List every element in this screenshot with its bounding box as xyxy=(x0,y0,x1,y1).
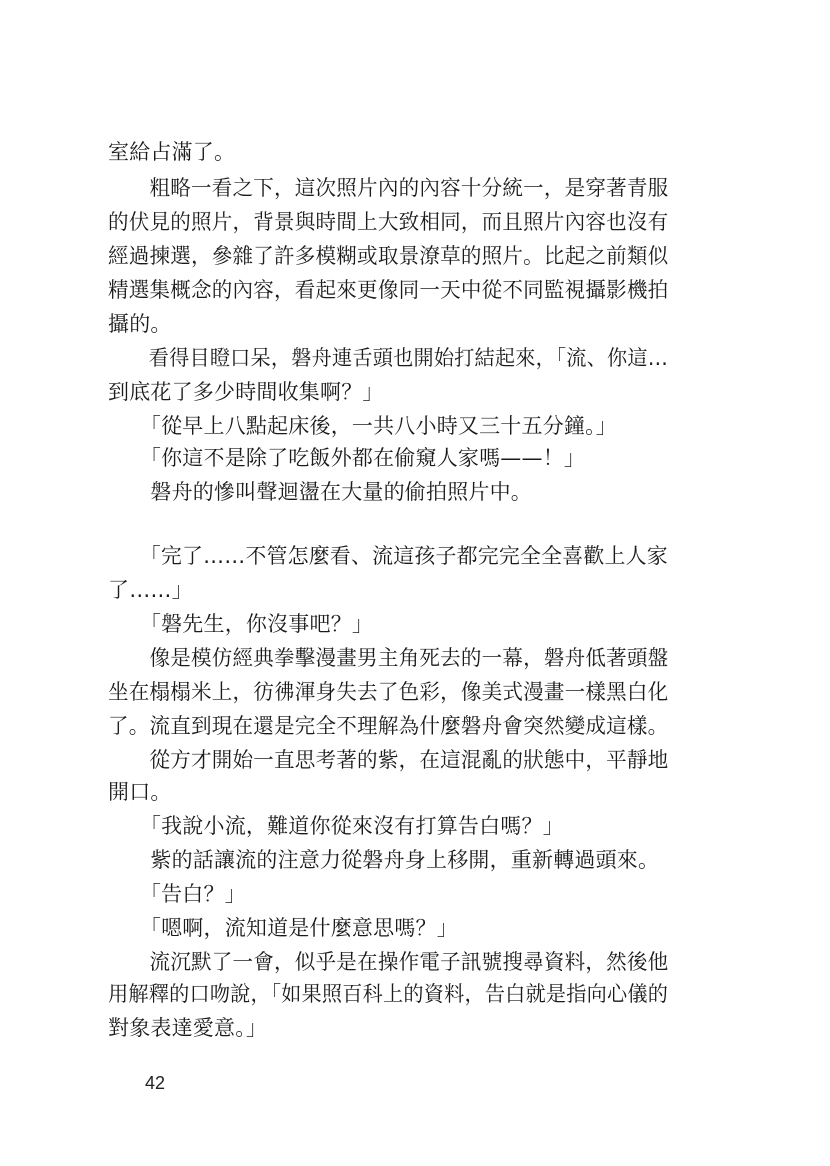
text-line: 攝的。 xyxy=(108,312,172,336)
text-line: 了。流直到現在還是完全不理解為什麼磐舟會突然變成這樣。 xyxy=(108,714,669,738)
text-line: 從方才開始一直思考著的紫，在這混亂的狀態中，平靜地 xyxy=(108,748,669,772)
text-line: 用解釋的口吻說，「如果照百科上的資料，告白就是指向心儀的 xyxy=(108,982,669,1006)
text-line: 的伏見的照片，背景與時間上大致相同，而且照片內容也沒有 xyxy=(108,210,669,234)
text-line: 像是模仿經典拳擊漫畫男主角死去的一幕，磐舟低著頭盤 xyxy=(108,646,669,670)
text-line: 了……」 xyxy=(108,578,193,602)
text-line: 「磐先生，你沒事吧？」 xyxy=(108,612,374,636)
text-line: 室給占滿了。 xyxy=(108,140,236,164)
page-number: 42 xyxy=(145,1073,166,1093)
text-line: 開口。 xyxy=(108,780,172,804)
text-line: 紫的話讓流的注意力從磐舟身上移開，重新轉過頭來。 xyxy=(108,848,660,872)
text-line: 流沉默了一會，似乎是在操作電子訊號搜尋資料，然後他 xyxy=(108,950,669,974)
text-line: 坐在榻榻米上，彷彿渾身失去了色彩，像美式漫畫一樣黑白化 xyxy=(108,680,669,704)
text-line: 「告白？」 xyxy=(108,882,246,906)
text-line: 「你這不是除了吃飯外都在偷窺人家嗎——！」 xyxy=(108,446,586,470)
text-line: 對象表達愛意。」 xyxy=(108,1016,268,1040)
text-line: 「我說小流，難道你從來沒有打算告白嗎？」 xyxy=(108,814,564,838)
text-line: 「完了……不管怎麼看、流這孩子都完完全全喜歡上人家 xyxy=(108,544,668,568)
text-line: 磐舟的慘叫聲迴盪在大量的偷拍照片中。 xyxy=(108,480,532,504)
text-line: 精選集概念的內容，看起來更像同一天中從不同監視攝影機拍 xyxy=(108,278,669,302)
text-line: 「嗯啊，流知道是什麼意思嗎？」 xyxy=(108,916,458,940)
text-line: 粗略一看之下，這次照片內的內容十分統一，是穿著青服 xyxy=(108,176,669,200)
text-line: 看得目瞪口呆，磐舟連舌頭也開始打結起來，「流、你這… xyxy=(108,346,669,370)
text-line: 經過揀選，參雜了許多模糊或取景潦草的照片。比起之前類似 xyxy=(108,244,669,268)
text-line: 「從早上八點起床後，一共八小時又三十五分鐘。」 xyxy=(108,414,617,438)
text-line: 到底花了多少時間收集啊？」 xyxy=(108,380,384,404)
